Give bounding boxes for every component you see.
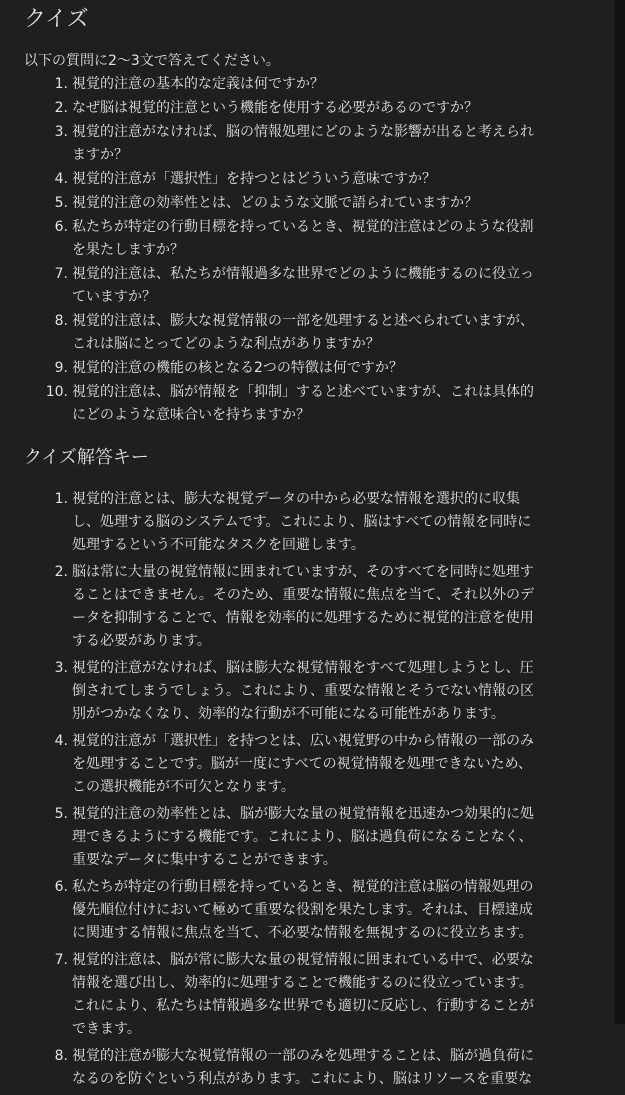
answer-number: 1. — [54, 491, 68, 507]
question-item — [24, 168, 612, 191]
question-item — [24, 263, 612, 309]
question-number: 7. — [54, 266, 68, 282]
answer-list — [24, 488, 612, 1091]
question-text: 視覚的注意がなければ、脳の情報処理にどのような影響が出ると考えられ ますか？ — [72, 124, 534, 163]
answer-number: 8. — [54, 1048, 68, 1064]
quiz-title: クイズ — [24, 7, 89, 32]
question-text: 視覚的注意の効率性とは、どのような文脈で語られていますか？ — [72, 195, 478, 211]
question-number: 1. — [54, 76, 68, 92]
answer-item — [24, 657, 612, 726]
answer-number: 5. — [54, 806, 68, 822]
answer-text: 視覚的注意とは、膨大な視覚データの中から必要な情報を選択的に収集 し、処理する脳のシステムです。これにより、脳はすべての情報を同時に 処理するという不可能なタスクを回避します。 — [72, 491, 532, 553]
question-text: 視覚的注意の基本的な定義は何ですか？ — [72, 76, 324, 92]
answer-item — [24, 949, 612, 1041]
question-text: 視覚的注意は、私たちが情報過多な世界でどのように機能するのに役立っ ていますか？ — [72, 266, 534, 305]
answer-item — [24, 1045, 612, 1091]
answer-number: 2. — [54, 564, 68, 580]
question-item — [24, 381, 612, 427]
question-text: 視覚的注意は、脳が情報を「抑制」すると述べていますが、これは具体的 にどのような意味合いを持ちますか？ — [72, 384, 534, 423]
question-item — [24, 121, 612, 167]
answer-text: 脳は常に大量の視覚情報に囲まれていますが、そのすべてを同時に処理す ることはできません。そのため、重要な情報に焦点を当て、それ以外のデ ータを抑制することで、情報を効率的に処理するために視覚的注意を使用 する必要があります。 — [72, 564, 534, 649]
answer-text: 視覚的注意の効率性とは、脳が膨大な量の視覚情報を迅速かつ効果的に処 理できるようにする機能です。これにより、脳は過負荷になることなく、 重要なデータに集中することができます。 — [72, 806, 534, 868]
question-item — [24, 97, 612, 120]
question-text: なぜ脳は視覚的注意という機能を使用する必要があるのですか？ — [72, 100, 478, 116]
answer-number: 7. — [54, 952, 68, 968]
answer-item — [24, 803, 612, 872]
answer-text: 私たちが特定の行動目標を持っているとき、視覚的注意は脳の情報処理の 優先順位付けにおいて極めて重要な役割を果たします。それは、目標達成 に関連する情報に焦点を当て、不必要な情報を無視するのに役立ちます。 — [72, 879, 534, 941]
answer-text: 視覚的注意が「選択性」を持つとは、広い視覚野の中から情報の一部のみ を処理することです。脳が一度にすべての視覚情報を処理できないため、 この選択機能が不可欠となります。 — [72, 733, 534, 795]
question-item — [24, 73, 612, 96]
question-text: 視覚的注意が「選択性」を持つとはどういう意味ですか？ — [72, 171, 436, 187]
answer-text: 視覚的注意がなければ、脳は膨大な視覚情報をすべて処理しようとし、圧 倒されてしまうでしょう。これにより、重要な情報とそうでない情報の区 別がつかなくなり、効率的な行動が不可能になる可能性があります。 — [72, 660, 534, 722]
question-text: 私たちが特定の行動目標を持っているとき、視覚的注意はどのような役割 を果たしますか？ — [72, 219, 534, 258]
question-number: 3. — [54, 124, 68, 140]
scrollbar-track[interactable] — [614, 0, 625, 1024]
answer-number: 3. — [54, 660, 68, 676]
answer-item — [24, 561, 612, 653]
question-number: 10. — [45, 384, 68, 400]
quiz-intro: 以下の質問に2〜3文で答えてください。 — [24, 53, 280, 69]
answer-number: 6. — [54, 879, 68, 895]
answer-number: 4. — [54, 733, 68, 749]
question-text: 視覚的注意の機能の核となる2つの特徴は何ですか？ — [72, 360, 403, 376]
question-item — [24, 192, 612, 215]
answer-item — [24, 488, 612, 557]
question-number: 9. — [54, 360, 68, 376]
question-text: 視覚的注意は、膨大な視覚情報の一部を処理すると述べられていますが、 これは脳にとってどのような利点がありますか？ — [72, 313, 534, 352]
answer-item — [24, 876, 612, 945]
question-item — [24, 216, 612, 262]
question-number: 5. — [54, 195, 68, 211]
question-number: 2. — [54, 100, 68, 116]
question-number: 6. — [54, 219, 68, 235]
question-list — [24, 73, 612, 427]
answer-text: 視覚的注意が膨大な視覚情報の一部のみを処理することは、脳が過負荷に なるのを防ぐという利点があります。これにより、脳はリソースを重要な — [72, 1048, 534, 1087]
question-item — [24, 357, 612, 380]
question-item — [24, 310, 612, 356]
answer-text: 視覚的注意は、脳が常に膨大な量の視覚情報に囲まれている中で、必要な 情報を選び出し、効率的に処理することで機能するのに役立っています。 これにより、私たちは情報過多な世界でも適切に反応し、行動することが できます。 — [72, 952, 534, 1037]
answer-key-title: クイズ解答キー — [24, 447, 149, 468]
answer-item — [24, 730, 612, 799]
question-number: 8. — [54, 313, 68, 329]
question-number: 4. — [54, 171, 68, 187]
